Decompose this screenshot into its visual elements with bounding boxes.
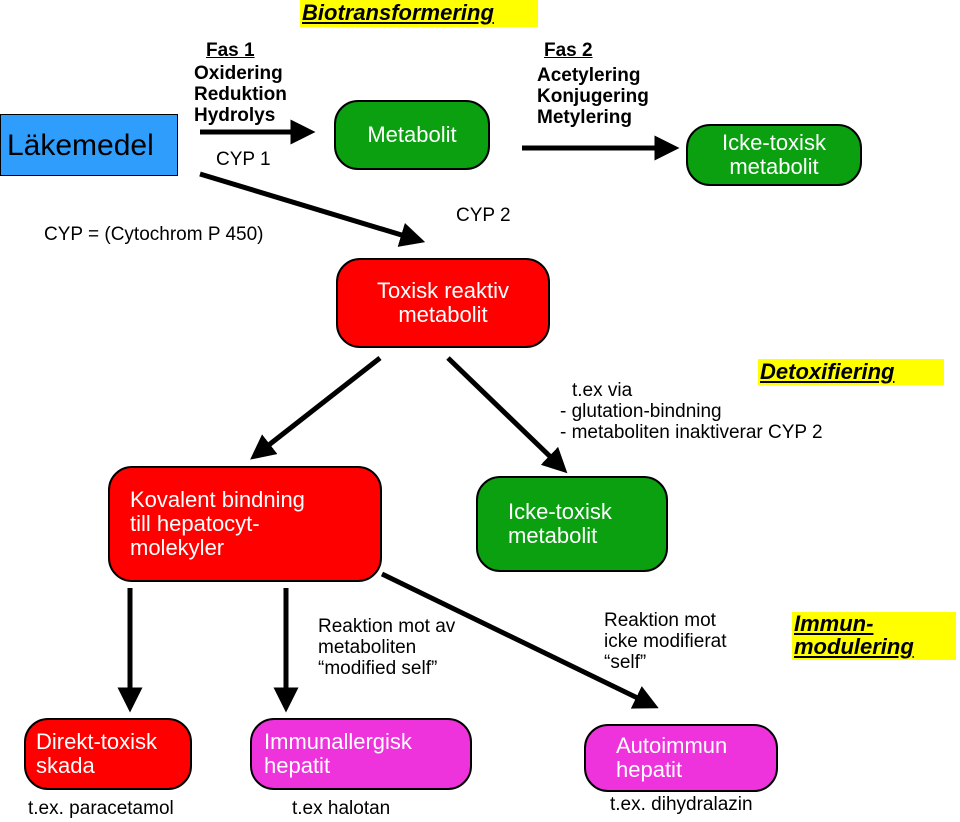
example-paracetamol: t.ex. paracetamol bbox=[28, 798, 174, 819]
box-icke-toxisk-top: Icke-toxisk metabolit bbox=[686, 124, 862, 186]
box-icke-toxisk-mid: Icke-toxisk metabolit bbox=[476, 476, 668, 572]
box-immunallergisk: Immunallergisk hepatit bbox=[250, 718, 472, 790]
box-lakemedel: Läkemedel bbox=[0, 114, 178, 176]
fas1-items: Oxidering Reduktion Hydrolys bbox=[194, 63, 287, 126]
example-halotan: t.ex halotan bbox=[292, 798, 391, 819]
detox-text: t.ex via - glutation-bindning - metaboliten inaktiverar CYP 2 bbox=[560, 380, 823, 443]
cyp1-label: CYP 1 bbox=[216, 149, 271, 170]
box-toxisk-reaktiv: Toxisk reaktiv metabolit bbox=[336, 258, 550, 348]
fas1-title: Fas 1 bbox=[206, 40, 255, 61]
box-direkt-toxisk: Direkt-toxisk skada bbox=[24, 718, 192, 790]
box-kovalent: Kovalent bindning till hepatocyt- molekyler bbox=[108, 466, 382, 582]
arrow-to-icke-toxisk-mid bbox=[448, 358, 562, 468]
reaktion-icke-modifierat: Reaktion mot icke modifierat “self” bbox=[604, 610, 727, 673]
header-immunmodulering: Immun- modulering bbox=[792, 612, 956, 660]
cyp2-label: CYP 2 bbox=[456, 205, 511, 226]
header-biotransformering: Biotransformering bbox=[300, 0, 538, 27]
fas2-items: Acetylering Konjugering Metylering bbox=[537, 65, 649, 128]
reaktion-modified-self: Reaktion mot av metaboliten “modified self” bbox=[318, 616, 456, 679]
fas2-title: Fas 2 bbox=[544, 40, 593, 61]
example-dihydralazin: t.ex. dihydralazin bbox=[610, 794, 753, 815]
header-detoxifiering: Detoxifiering bbox=[758, 359, 944, 385]
box-autoimmun: Autoimmun hepatit bbox=[584, 724, 778, 792]
arrow-to-kovalent bbox=[256, 358, 380, 455]
box-metabolit: Metabolit bbox=[334, 100, 490, 170]
cyp-note: CYP = (Cytochrom P 450) bbox=[44, 224, 264, 245]
